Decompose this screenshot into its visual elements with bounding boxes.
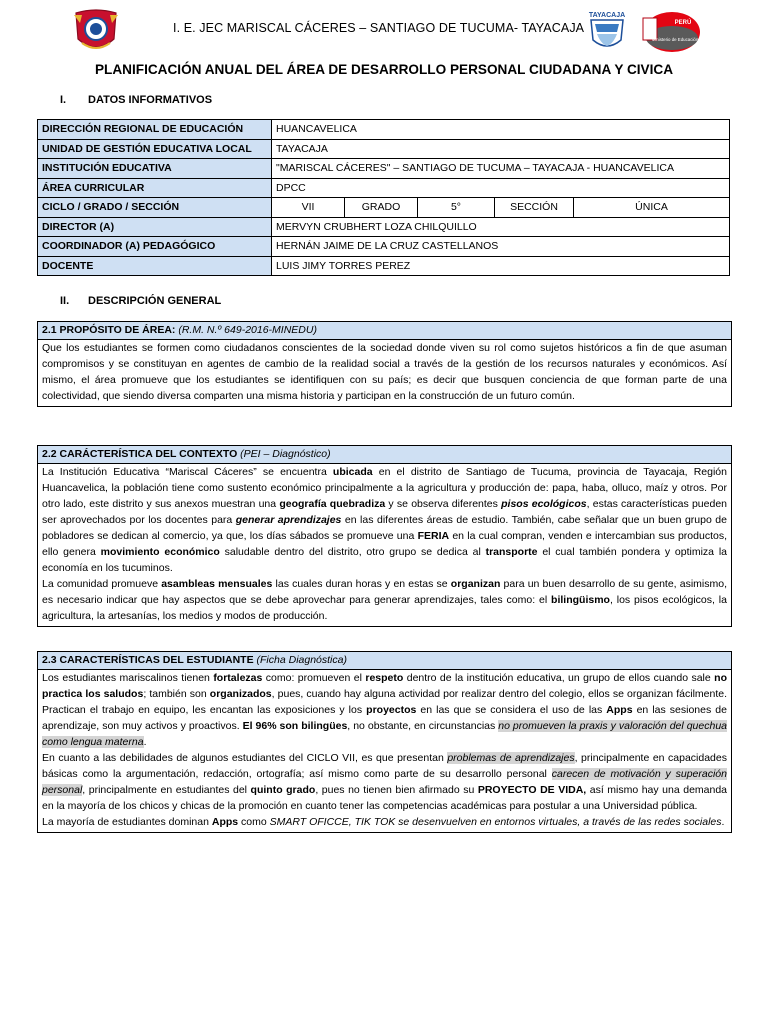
proposito-heading: 2.1 PROPÓSITO DE ÁREA: (R.M. N.º 649-2016-MINEDU)	[38, 322, 731, 340]
page-header	[0, 0, 768, 60]
proposito-text: Que los estudiantes se formen como ciudadanos conscientes de la sociedad donde viven su rol como sujetos históricos a fin de que asuman compromisos y se constituyan en agentes de cambio de la realidad social a través de la gestión de los recursos naturales y económicos. Así mismo, el área promueve que los estudiantes se identifiquen con su país; es decir que busquen conciencia de que forman parte de una colectividad, que siendo diversa comparten una misma historia y participan en la construcción de un futuro común.	[42, 342, 727, 402]
table-row	[38, 120, 730, 140]
dre-value: HUANCAVELICA	[272, 120, 730, 140]
table-row	[38, 256, 730, 276]
table-row	[38, 178, 730, 198]
director-label: DIRECTOR (A)	[38, 217, 272, 237]
table-row	[38, 139, 730, 159]
svg-text:TAYACAJA: TAYACAJA	[588, 12, 626, 19]
coordinador-value: HERNÁN JAIME DE LA CRUZ CASTELLANOS	[272, 237, 730, 257]
ciclo-label: CICLO / GRADO / SECCIÓN	[38, 198, 272, 218]
tayacaja-logo	[583, 10, 631, 52]
ie-value: "MARISCAL CÁCERES" – SANTIAGO DE TUCUMA – TAYACAJA - HUANCAVELICA	[272, 159, 730, 179]
school-crest-logo	[70, 9, 122, 55]
estudiante-paragraph-1: Los estudiantes mariscalinos tienen fortalezas como: promueven el respeto dentro de la institución educativa, un grupo de ellos cuando sale no practica los saludos; también son organizados, pues, cuando hay alguna actividad por realizar dentro del colegio, ellos se organizan fácilmente. Practican el trabajo en equipo, les encantan las exposiciones y los proyectos en las que se considera el uso de las Apps en las sesiones de aprendizaje, son muy activos y proactivos. El 96% son bilingües, no obstante, en circunstancias no promueven la praxis y valoración del quechua como lengua materna.	[42, 672, 728, 748]
coordinador-label: COORDINADOR (A) PEDAGÓGICO	[38, 237, 272, 257]
section-heading-descripcion: II. DESCRIPCIÓN GENERAL	[60, 295, 222, 307]
svg-text:Ministerio de Educación: Ministerio de Educación	[651, 37, 699, 42]
ciclo-value: VII	[272, 198, 345, 218]
contexto-paragraph-1: La Institución Educativa “Mariscal Cáceres” se encuentra ubicada en el distrito de Santiago de Tucuma, provincia de Tayacaja, Región Huancavelica, la población tiene como sustento económico principalmente a la agricultura y producción de: papa, haba, olluco, maíz y otros. Por otro lado, este distrito y sus anexos muestran una geografía quebradiza y se observa diferentes pisos ecológicos, estas características pueden ser aprovechados por los docentes para generar aprendizajes en las diferentes áreas de estudio. También, cabe señalar que un buen grupo de pobladores se dedican al comercio, ya que, los días sábados se promueve una FERIA en la cual compran, venden e intercambian sus productos, ello genera movimiento económico saludable dentro del distrito, otro grupo se dedica al transporte el cual también pondera y optimiza la economía en los tucuminos.	[42, 466, 728, 574]
docente-value: LUIS JIMY TORRES PEREZ	[272, 256, 730, 276]
seccion-value: ÚNICA	[574, 198, 730, 218]
estudiante-box	[37, 651, 732, 833]
school-name: I. E. JEC MARISCAL CÁCERES – SANTIAGO DE TUCUMA- TAYACAJA	[173, 21, 585, 35]
director-value: MERVYN CRUBHERT LOZA CHILQUILLO	[272, 217, 730, 237]
contexto-text	[38, 464, 731, 626]
docente-label: DOCENTE	[38, 256, 272, 276]
table-row	[38, 159, 730, 179]
table-row	[38, 217, 730, 237]
document-title: PLANIFICACIÓN ANUAL DEL ÁREA DE DESARROLLO PERSONAL CIUDADANA Y CIVICA	[94, 62, 674, 77]
estudiante-paragraph-3: La mayoría de estudiantes dominan Apps como SMART OFICCE, TIK TOK se desenvuelven en entornos virtuales, a través de las redes sociales.	[42, 816, 725, 828]
contexto-heading: 2.2 CARÁCTERÍSTICA DEL CONTEXTO (PEI – Diagnóstico)	[38, 446, 731, 464]
contexto-paragraph-2: La comunidad promueve asambleas mensuales las cuales duran horas y en estas se organizan para un buen desarrollo de su gente, asimismo, es necesario indicar que hay aspectos que se debe aprovechar para generar aprendizajes, tales como: el bilingüismo, los pisos ecológicos, la agricultura, la artesanías, los medios y modos de producción.	[42, 578, 728, 622]
contexto-box	[37, 445, 732, 627]
proposito-box	[37, 321, 732, 407]
svg-text:PERÚ: PERÚ	[674, 20, 692, 26]
area-label: ÁREA CURRICULAR	[38, 178, 272, 198]
ugel-value: TAYACAJA	[272, 139, 730, 159]
grado-label: GRADO	[345, 198, 418, 218]
grado-value: 5°	[418, 198, 495, 218]
ie-label: INSTITUCIÓN EDUCATIVA	[38, 159, 272, 179]
info-table	[37, 119, 730, 276]
section-heading-datos: I. DATOS INFORMATIVOS	[60, 94, 213, 106]
dre-label: DIRECCIÓN REGIONAL DE EDUCACIÓN	[38, 120, 272, 140]
ministerio-educacion-logo	[639, 10, 701, 54]
table-row	[38, 237, 730, 257]
ugel-label: UNIDAD DE GESTIÓN EDUCATIVA LOCAL	[38, 139, 272, 159]
area-value: DPCC	[272, 178, 730, 198]
estudiante-text	[38, 670, 731, 832]
seccion-label: SECCIÓN	[495, 198, 574, 218]
estudiante-paragraph-2: En cuanto a las debilidades de algunos estudiantes del CICLO VII, es que presentan problemas de aprendizajes, principalmente en capacidades básicas como la argumentación, redacción, ortografía; así mismo como parte de su desarrollo personal carecen de motivación y superación personal, principalmente en estudiantes del quinto grado, pues no tienen bien afirmado su PROYECTO DE VIDA, así mismo hay una demanda en la mayoría de los chicos y chicas de la promoción en cuanto tener las competencias académicas para postular a una Universidad pública.	[42, 752, 728, 812]
table-row	[38, 198, 730, 218]
estudiante-heading: 2.3 CARACTERÍSTICAS DEL ESTUDIANTE (Ficha Diagnóstica)	[38, 652, 731, 670]
